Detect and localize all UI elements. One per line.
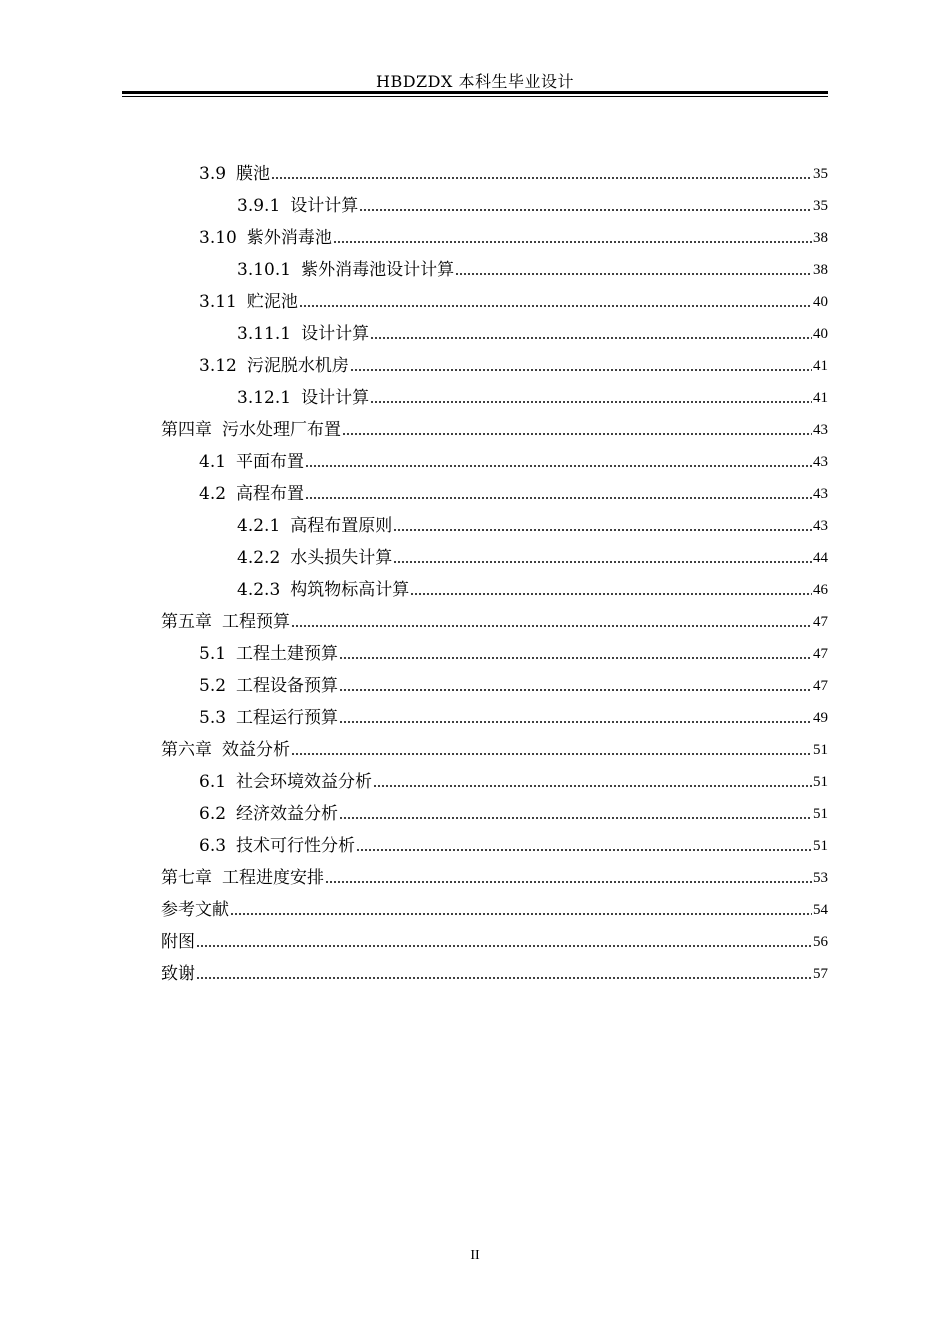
toc-entry-title: 紫外消毒池 (246, 228, 332, 248)
toc-entry-title: 高程布置 (236, 484, 305, 504)
toc-entry-title: 贮泥池 (246, 292, 298, 312)
header-rule-thick (122, 91, 828, 94)
toc-entry-page: 38 (813, 230, 828, 246)
toc-entry-page: 41 (813, 390, 828, 406)
toc-entry-page: 46 (813, 582, 828, 598)
toc-entry-page: 49 (813, 710, 828, 726)
toc-entry-title: 工程运行预算 (236, 708, 339, 728)
toc-entry[interactable] (161, 888, 828, 920)
toc-entry-number: 4.2.1 (237, 516, 281, 536)
toc-entry-number: 第五章 (161, 612, 212, 632)
toc-entry[interactable] (161, 728, 828, 760)
toc-entry-title: 工程进度安排 (222, 868, 324, 888)
toc-dot-leader (393, 529, 812, 531)
toc-dot-leader (339, 721, 812, 723)
toc-entry-number: 第四章 (161, 420, 212, 440)
toc-entry[interactable] (161, 376, 828, 408)
toc-entry-page: 57 (813, 966, 828, 982)
toc-entry-page: 38 (813, 262, 828, 278)
toc-entry-page: 35 (813, 198, 828, 214)
toc-entry-number: 3.10 (199, 228, 237, 248)
toc-entry[interactable] (161, 760, 828, 792)
toc-dot-leader (305, 465, 812, 467)
toc-dot-leader (299, 305, 812, 307)
toc-entry[interactable] (161, 568, 828, 600)
toc-entry-number: 4.1 (199, 452, 227, 472)
header-rule-thin (122, 96, 828, 97)
toc-entry-title: 技术可行性分析 (236, 836, 356, 856)
toc-dot-leader (370, 337, 812, 339)
toc-entry[interactable] (161, 440, 828, 472)
toc-entry-title: 污泥脱水机房 (246, 356, 349, 376)
toc-entry[interactable] (161, 952, 828, 984)
toc-entry-title: 工程土建预算 (236, 644, 339, 664)
toc-entry-number: 3.11 (199, 292, 237, 312)
toc-entry-number: 3.12.1 (237, 388, 292, 408)
toc-dot-leader (373, 785, 812, 787)
toc-entry-title: 致谢 (161, 964, 195, 984)
toc-entry-page: 44 (813, 550, 828, 566)
toc-entry[interactable] (161, 664, 828, 696)
toc-entry-title: 紫外消毒池设计计算 (301, 260, 455, 280)
toc-entry-title: 设计计算 (290, 196, 359, 216)
toc-entry-page: 51 (813, 774, 828, 790)
toc-dot-leader (291, 625, 812, 627)
toc-entry-number: 3.12 (199, 356, 237, 376)
toc-entry-title: 附图 (161, 932, 195, 952)
toc-entry[interactable] (161, 216, 828, 248)
toc-entry-number: 3.10.1 (237, 260, 292, 280)
toc-entry-page: 41 (813, 358, 828, 374)
toc-dot-leader (370, 401, 812, 403)
toc-entry-title: 社会环境效益分析 (236, 772, 373, 792)
toc-entry[interactable] (161, 856, 828, 888)
toc-dot-leader (333, 241, 812, 243)
toc-entry-title: 平面布置 (236, 452, 305, 472)
toc-entry[interactable] (161, 184, 828, 216)
toc-entry-title: 设计计算 (301, 388, 370, 408)
toc-dot-leader (350, 369, 812, 371)
toc-entry-title: 水头损失计算 (290, 548, 393, 568)
toc-entry-page: 47 (813, 614, 828, 630)
toc-dot-leader (196, 945, 812, 947)
toc-entry[interactable] (161, 632, 828, 664)
toc-entry-number: 3.9.1 (237, 196, 281, 216)
toc-entry-title: 污水处理厂布置 (222, 420, 341, 440)
toc-dot-leader (291, 753, 812, 755)
toc-entry-page: 35 (813, 166, 828, 182)
toc-entry-title: 构筑物标高计算 (290, 580, 410, 600)
toc-dot-leader (271, 177, 812, 179)
toc-entry-number: 3.11.1 (237, 324, 292, 344)
toc-entry-page: 54 (813, 902, 828, 918)
toc-entry-page: 40 (813, 326, 828, 342)
toc-dot-leader (339, 689, 812, 691)
toc-entry-number: 5.2 (199, 676, 227, 696)
toc-entry[interactable] (161, 408, 828, 440)
toc-dot-leader (305, 497, 812, 499)
toc-dot-leader (339, 657, 812, 659)
page-header-title: HBDZDX 本科生毕业设计 (376, 72, 574, 91)
toc-entry-title: 高程布置原则 (290, 516, 393, 536)
footer-page-number: II (470, 1248, 480, 1263)
table-of-contents (161, 152, 828, 984)
toc-dot-leader (410, 593, 812, 595)
toc-dot-leader (356, 849, 812, 851)
toc-entry-title: 参考文献 (161, 900, 229, 920)
toc-dot-leader (230, 913, 812, 915)
toc-entry-number: 6.3 (199, 836, 227, 856)
toc-entry-page: 40 (813, 294, 828, 310)
toc-entry-title: 效益分析 (222, 740, 290, 760)
toc-entry[interactable] (161, 792, 828, 824)
toc-entry-number: 5.3 (199, 708, 227, 728)
toc-entry-page: 43 (813, 454, 828, 470)
toc-entry-number: 6.2 (199, 804, 227, 824)
toc-entry-page: 53 (813, 870, 828, 886)
toc-entry[interactable] (161, 536, 828, 568)
toc-dot-leader (359, 209, 812, 211)
toc-entry-page: 43 (813, 422, 828, 438)
toc-entry[interactable] (161, 280, 828, 312)
toc-entry-page: 51 (813, 742, 828, 758)
toc-entry-title: 工程预算 (222, 612, 290, 632)
toc-entry[interactable] (161, 312, 828, 344)
toc-entry[interactable] (161, 248, 828, 280)
toc-entry[interactable] (161, 504, 828, 536)
toc-entry-number: 第六章 (161, 740, 212, 760)
toc-dot-leader (342, 433, 812, 435)
toc-entry-page: 43 (813, 486, 828, 502)
toc-entry[interactable] (161, 824, 828, 856)
toc-entry-number: 3.9 (199, 164, 227, 184)
toc-dot-leader (196, 977, 812, 979)
toc-entry-title: 膜池 (236, 164, 271, 184)
toc-entry[interactable] (161, 152, 828, 184)
toc-entry-title: 工程设备预算 (236, 676, 339, 696)
toc-entry-page: 43 (813, 518, 828, 534)
toc-dot-leader (393, 561, 812, 563)
toc-entry-number: 4.2.2 (237, 548, 281, 568)
toc-entry-number: 5.1 (199, 644, 227, 664)
toc-entry-title: 设计计算 (301, 324, 370, 344)
toc-entry-number: 4.2 (199, 484, 227, 504)
toc-entry-number: 6.1 (199, 772, 227, 792)
toc-entry[interactable] (161, 472, 828, 504)
toc-entry[interactable] (161, 696, 828, 728)
toc-entry-page: 47 (813, 646, 828, 662)
toc-dot-leader (325, 881, 812, 883)
toc-entry[interactable] (161, 344, 828, 376)
toc-entry-number: 第七章 (161, 868, 212, 888)
toc-entry-page: 47 (813, 678, 828, 694)
toc-entry-page: 56 (813, 934, 828, 950)
toc-entry-title: 经济效益分析 (236, 804, 339, 824)
toc-entry[interactable] (161, 600, 828, 632)
toc-dot-leader (339, 817, 812, 819)
toc-entry-page: 51 (813, 838, 828, 854)
toc-dot-leader (455, 273, 812, 275)
toc-entry[interactable] (161, 920, 828, 952)
toc-entry-number: 4.2.3 (237, 580, 281, 600)
toc-entry-page: 51 (813, 806, 828, 822)
